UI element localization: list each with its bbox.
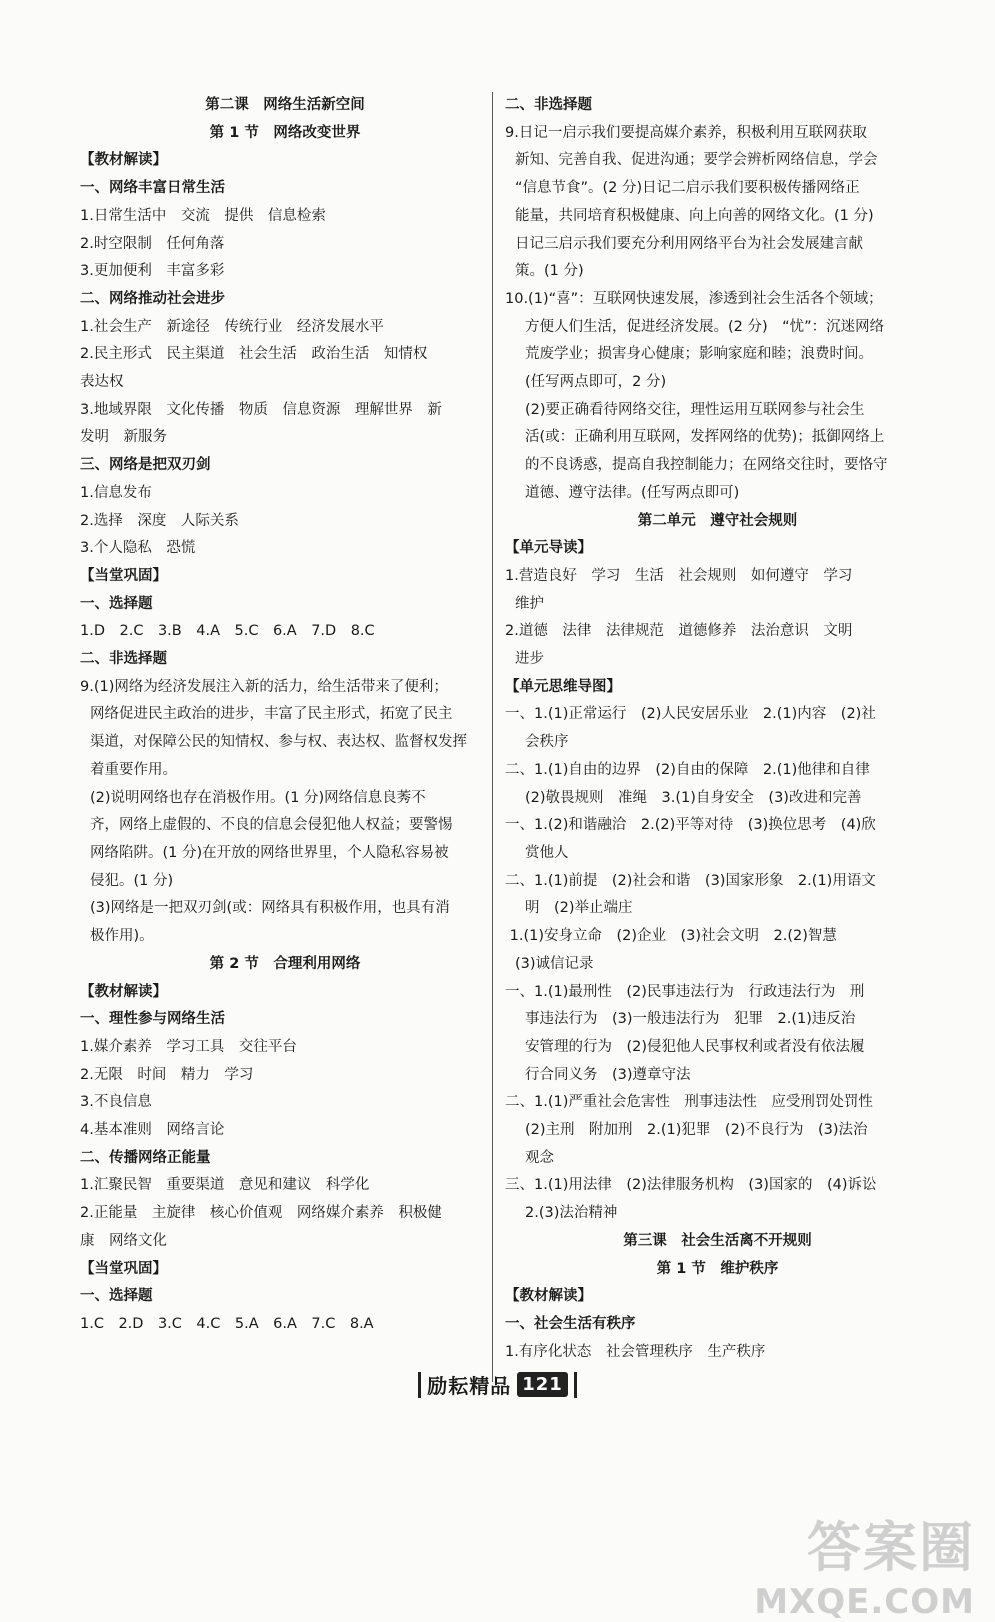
answer-line: 1.营造良好 学习 生活 社会规则 如何遵守 学习 bbox=[505, 567, 853, 584]
answer-line: 2.(3)法治精神 bbox=[525, 1205, 618, 1222]
lesson-title: 第二单元 遵守社会规则 bbox=[637, 512, 798, 529]
answer-line: 二、1.(1)前提 (2)社会和谐 (3)国家形象 2.(1)用语文 bbox=[505, 872, 876, 889]
answer-line: (2)主刑 附加刑 2.(1)犯罪 (2)不良行为 (3)法治 bbox=[525, 1122, 868, 1139]
footer-bar-right bbox=[574, 1372, 577, 1398]
answer-line: (3)网络是一把双刃剑(或：网络具有积极作用，也具有消 bbox=[90, 900, 450, 917]
section-heading: 【教材解读】 bbox=[80, 983, 167, 1000]
answer-line: 2.选择 深度 人际关系 bbox=[80, 512, 239, 529]
watermark-logo: 答案圈 bbox=[807, 1515, 975, 1579]
answer-line: 3.不良信息 bbox=[80, 1094, 152, 1111]
answer-line: 9.(1)网络为经济发展注入新的活力，给生活带来了便利； bbox=[80, 678, 448, 695]
answer-line: 进步 bbox=[515, 651, 544, 668]
section-heading: 【单元导读】 bbox=[505, 540, 592, 557]
subsection-heading: 二、非选择题 bbox=[505, 97, 592, 113]
answer-line: 一、1.(1)正常运行 (2)人民安居乐业 2.(1)内容 (2)社 bbox=[505, 706, 876, 723]
answer-line: 安管理的行为 (2)侵犯他人民事权利或者没有依法履 bbox=[525, 1038, 865, 1055]
answer-line: 赏他人 bbox=[525, 844, 569, 861]
answer-line: 二、1.(1)自由的边界 (2)自由的保障 2.(1)他律和自律 bbox=[505, 761, 870, 778]
answer-line: 维护 bbox=[515, 595, 544, 612]
answer-line: 一、1.(1)最刑性 (2)民事违法行为 行政违法行为 刑 bbox=[505, 983, 865, 1000]
answer-line: 康 网络文化 bbox=[80, 1232, 167, 1249]
answer-line: 新知、完善自我、促进沟通；要学会辨析网络信息，学会 bbox=[515, 152, 878, 169]
answer-line: 齐，网络上虚假的、不良的信息会侵犯他人权益；要警惕 bbox=[90, 817, 453, 834]
subsection-heading: 一、选择题 bbox=[80, 1288, 153, 1305]
subsection-heading: 二、网络推动社会进步 bbox=[80, 290, 225, 307]
answer-line: (3)诚信记录 bbox=[515, 955, 594, 972]
answer-line: 1.D 2.C 3.B 4.A 5.C 6.A 7.D 8.C bbox=[80, 623, 375, 640]
answer-line: 1.社会生产 新途径 传统行业 经济发展水平 bbox=[80, 318, 384, 335]
footer-brand: 励耘精品 bbox=[427, 1374, 512, 1398]
answer-line: 活(或：正确利用互联网，发挥网络的优势)；抵御网络上 bbox=[525, 429, 885, 446]
answer-line: 10.(1)“喜”：互联网快速发展，渗透到社会生活各个领域； bbox=[505, 290, 883, 307]
lesson-title: 第二课 网络生活新空间 bbox=[205, 97, 365, 113]
answer-line: 2.无限 时间 精力 学习 bbox=[80, 1066, 254, 1083]
answer-line: 极作用)。 bbox=[90, 928, 154, 945]
answer-line: “信息节食”。(2 分)日记二启示我们要积极传播网络正 bbox=[515, 180, 860, 197]
answer-line: (任写两点即可，2 分) bbox=[525, 374, 667, 391]
column-divider bbox=[492, 92, 493, 1382]
lesson-title: 第 1 节 网络改变世界 bbox=[209, 124, 361, 141]
subsection-heading: 一、选择题 bbox=[80, 595, 153, 612]
answer-line: 会秩序 bbox=[525, 734, 569, 751]
answer-line: (2)说明网络也存在消极作用。(1 分)网络信息良莠不 bbox=[90, 789, 426, 806]
subsection-heading: 一、理性参与网络生活 bbox=[80, 1011, 225, 1028]
answer-line: 1.C 2.D 3.C 4.C 5.A 6.A 7.C 8.A bbox=[80, 1315, 374, 1332]
right-column bbox=[505, 92, 930, 1366]
answer-line: 明 (2)举止端庄 bbox=[525, 900, 633, 917]
answer-line: 2.民主形式 民主渠道 社会生活 政治生活 知情权 bbox=[80, 346, 428, 363]
answer-line: 9.日记一启示我们要提高媒介素养，积极利用互联网获取 bbox=[505, 124, 867, 141]
watermark bbox=[754, 1505, 975, 1622]
answer-line: 能量，共同培育积极健康、向上向善的网络文化。(1 分) bbox=[515, 207, 874, 224]
answer-line: 行合同义务 (3)遵章守法 bbox=[525, 1066, 691, 1083]
answer-line: 荒废学业；损害身心健康；影响家庭和睦；浪费时间。 bbox=[525, 346, 873, 363]
page-footer bbox=[0, 1370, 995, 1402]
answer-line: 2.正能量 主旋律 核心价值观 网络媒介素养 积极健 bbox=[80, 1205, 442, 1222]
lesson-title: 第 1 节 维护秩序 bbox=[656, 1260, 779, 1277]
answer-line: 表达权 bbox=[80, 374, 124, 391]
lesson-title: 第 2 节 合理利用网络 bbox=[209, 955, 361, 972]
answer-line: 着重要作用。 bbox=[90, 761, 177, 778]
subsection-heading: 一、网络丰富日常生活 bbox=[80, 180, 225, 197]
section-heading: 【当堂巩固】 bbox=[80, 567, 167, 584]
answer-line: (2)要正确看待网络交往，理性运用互联网参与社会生 bbox=[525, 401, 865, 418]
answer-line: 1.日常生活中 交流 提供 信息检索 bbox=[80, 207, 326, 224]
answer-line: 2.道德 法律 法律规范 道德修养 法治意识 文明 bbox=[505, 623, 853, 640]
subsection-heading: 一、社会生活有秩序 bbox=[505, 1315, 636, 1332]
answer-line: 渠道，对保障公民的知情权、参与权、表达权、监督权发挥 bbox=[90, 734, 467, 751]
answer-line: 3.地域界限 文化传播 物质 信息资源 理解世界 新 bbox=[80, 401, 442, 418]
answer-line: 二、1.(1)严重社会危害性 刑事违法性 应受刑罚处罚性 bbox=[505, 1094, 873, 1111]
section-heading: 【单元思维导图】 bbox=[505, 678, 621, 695]
answer-line: 事违法行为 (3)一般违法行为 犯罪 2.(1)违反治 bbox=[525, 1011, 856, 1028]
answer-line: 3.更加便利 丰富多彩 bbox=[80, 263, 225, 280]
answer-line: 1.媒介素养 学习工具 交往平台 bbox=[80, 1038, 297, 1055]
footer-bar-left bbox=[418, 1372, 421, 1398]
answer-line: 4.基本准则 网络言论 bbox=[80, 1122, 225, 1139]
answer-line: 网络促进民主政治的进步，丰富了民主形式，拓宽了民主 bbox=[90, 706, 453, 723]
watermark-url: MXQE.COM bbox=[754, 1582, 975, 1622]
answer-line: 侵犯。(1 分) bbox=[90, 872, 174, 889]
answer-line: 的不良诱惑，提高自我控制能力；在网络交往时，要恪守 bbox=[525, 457, 888, 474]
left-column bbox=[80, 92, 490, 1339]
answer-line: 1.汇聚民智 重要渠道 意见和建议 科学化 bbox=[80, 1177, 370, 1194]
section-heading: 【教材解读】 bbox=[505, 1288, 592, 1305]
answer-line: 1.信息发布 bbox=[80, 484, 152, 501]
answer-line: 道德、遵守法律。(任写两点即可) bbox=[525, 484, 740, 501]
answer-line: 3.个人隐私 恐慌 bbox=[80, 540, 196, 557]
subsection-heading: 二、非选择题 bbox=[80, 651, 167, 668]
answer-line: 2.时空限制 任何角落 bbox=[80, 235, 225, 252]
answer-line: 一、1.(2)和谐融洽 2.(2)平等对待 (3)换位思考 (4)欣 bbox=[505, 817, 876, 834]
section-heading: 【教材解读】 bbox=[80, 152, 167, 169]
answer-line: 方便人们生活，促进经济发展。(2 分) “忧”：沉迷网络 bbox=[525, 318, 885, 335]
subsection-heading: 三、网络是把双刃剑 bbox=[80, 457, 211, 474]
subsection-heading: 二、传播网络正能量 bbox=[80, 1149, 211, 1166]
lesson-title: 第三课 社会生活离不开规则 bbox=[623, 1232, 812, 1249]
answer-line: 发明 新服务 bbox=[80, 429, 167, 446]
answer-line: (2)敬畏规则 准绳 3.(1)自身安全 (3)改进和完善 bbox=[525, 789, 862, 806]
section-heading: 【当堂巩固】 bbox=[80, 1260, 167, 1277]
answer-line: 观念 bbox=[525, 1149, 554, 1166]
page-number: 121 bbox=[517, 1372, 568, 1397]
answer-line: 1.有序化状态 社会管理秩序 生产秩序 bbox=[505, 1343, 766, 1360]
answer-line: 1.(1)安身立命 (2)企业 (3)社会文明 2.(2)智慧 bbox=[505, 928, 837, 945]
answer-line: 策。(1 分) bbox=[515, 263, 584, 280]
answer-line: 日记三启示我们要充分利用网络平台为社会发展建言献 bbox=[515, 235, 863, 252]
answer-line: 三、1.(1)用法律 (2)法律服务机构 (3)国家的 (4)诉讼 bbox=[505, 1177, 877, 1194]
answer-line: 网络陷阱。(1 分)在开放的网络世界里，个人隐私容易被 bbox=[90, 844, 449, 861]
